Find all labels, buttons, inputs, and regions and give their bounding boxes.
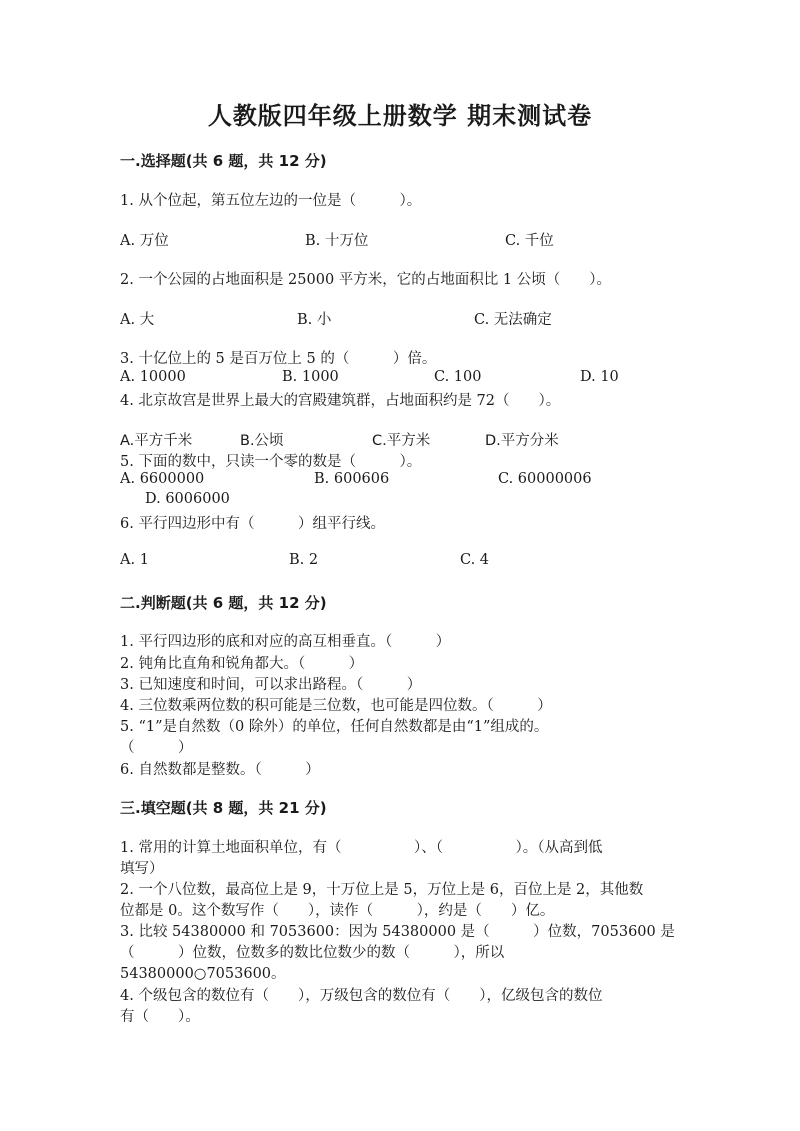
section-heading-choice: 一.选择题(共 6 题，共 12 分) [120, 152, 327, 170]
fill-line: 4. 个级包含的数位有（ ），万级包含的数位有（ ），亿级包含的数位 [120, 988, 603, 1004]
option-a: A. 6600000 [120, 471, 205, 487]
judge-item: 2. 钝角比直角和锐角都大。（ ） [120, 656, 364, 672]
judge-item: 6. 自然数都是整数。（ ） [120, 762, 320, 778]
option-a: A. 10000 [120, 369, 186, 385]
question-text: 1. 从个位起，第五位左边的一位是（ ）。 [120, 193, 422, 209]
fill-line: 3. 比较 54380000 和 7053600：因为 54380000 是（ ）位数，7053600 是 [120, 924, 675, 940]
fill-line: 有（ ）。 [120, 1009, 200, 1025]
option-b: B. 2 [289, 552, 319, 568]
option-a: A.平方千米 [120, 433, 193, 449]
option-a: A. 1 [120, 552, 149, 568]
section-heading-fill: 三.填空题(共 8 题，共 21 分) [120, 799, 327, 817]
judge-item-continuation: （ ） [120, 740, 193, 756]
option-c: C. 无法确定 [474, 312, 552, 328]
option-b: B. 十万位 [305, 233, 369, 249]
option-c: C. 100 [434, 369, 482, 385]
option-d: D. 6006000 [145, 491, 230, 507]
question-text: 6. 平行四边形中有（ ）组平行线。 [120, 516, 385, 532]
fill-line: （ ）位数，位数多的数比位数少的数（ ），所以 [120, 945, 505, 961]
question-text: 4. 北京故宫是世界上最大的宫殿建筑群，占地面积约是 72（ ）。 [120, 393, 561, 409]
option-a: A. 万位 [120, 233, 169, 249]
page-title: 人教版四年级上册数学 期末测试卷 [207, 102, 593, 130]
option-c: C. 千位 [505, 233, 554, 249]
option-a: A. 大 [120, 312, 155, 328]
option-b: B.公顷 [240, 433, 284, 449]
option-d: D. 10 [580, 369, 619, 385]
judge-item: 3. 已知速度和时间，可以求出路程。（ ） [120, 677, 422, 693]
judge-item: 5. “1”是自然数（0 除外）的单位，任何自然数都是由“1”组成的。 [120, 719, 549, 735]
judge-item: 4. 三位数乘两位数的积可能是三位数，也可能是四位数。（ ） [120, 698, 552, 714]
option-c: C. 60000006 [498, 471, 592, 487]
fill-line: 1. 常用的计算土地面积单位，有（ ）、（ ）。（从高到低 [120, 840, 603, 856]
fill-line: 54380000○7053600。 [120, 966, 286, 982]
fill-line: 位都是 0。这个数写作（ ），读作（ ），约是（ ）亿。 [120, 903, 555, 919]
option-b: B. 1000 [282, 369, 339, 385]
fill-line: 填写） [120, 861, 164, 877]
question-text: 2. 一个公园的占地面积是 25000 平方米，它的占地面积比 1 公顷（ ）。 [120, 272, 611, 288]
judge-item: 1. 平行四边形的底和对应的高互相垂直。（ ） [120, 634, 451, 650]
question-text: 5. 下面的数中，只读一个零的数是（ ）。 [120, 454, 422, 470]
section-heading-judge: 二.判断题(共 6 题，共 12 分) [120, 594, 327, 612]
option-c: C.平方米 [372, 433, 431, 449]
option-b: B. 600606 [314, 471, 390, 487]
option-b: B. 小 [297, 312, 332, 328]
option-c: C. 4 [460, 552, 490, 568]
question-text: 3. 十亿位上的 5 是百万位上 5 的（ ）倍。 [120, 351, 437, 367]
option-d: D.平方分米 [485, 433, 559, 449]
fill-line: 2. 一个八位数，最高位上是 9，十万位上是 5，万位上是 6，百位上是 2，其他数 [120, 882, 644, 898]
